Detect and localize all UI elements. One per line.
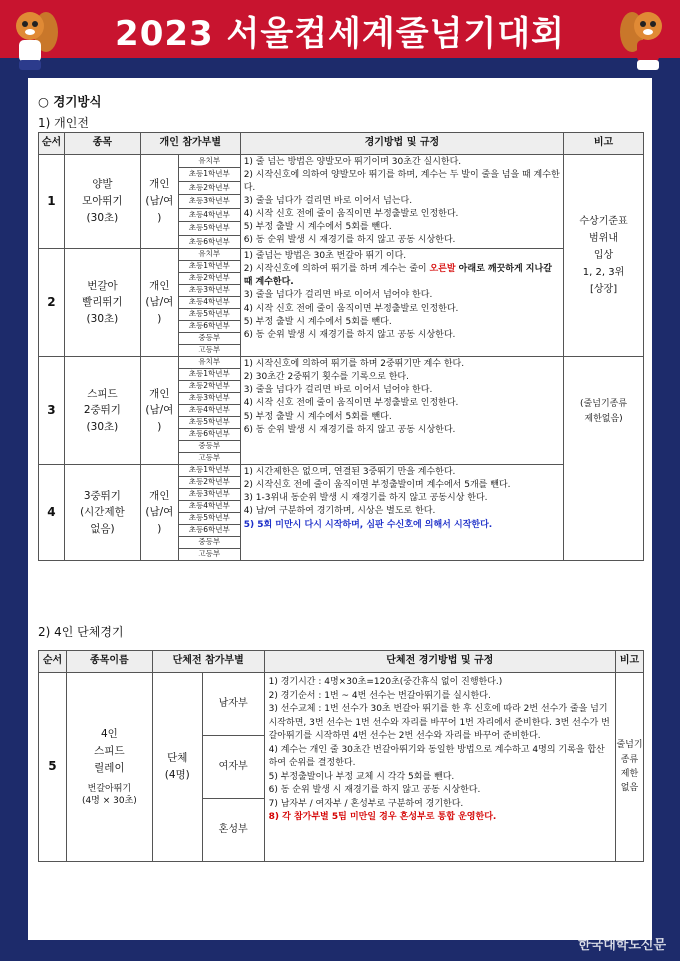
table-header-row <box>39 133 644 155</box>
category-cell: 고등부 <box>178 453 240 465</box>
category-cell: 유치부 <box>178 249 240 261</box>
section-heading <box>38 92 102 110</box>
category-cell: 초등4학년부 <box>178 501 240 513</box>
section-title: 경기방식 <box>53 94 102 109</box>
category-cell: 유치부 <box>178 155 240 168</box>
category-cell: 초등3학년부 <box>178 393 240 405</box>
header-cell: 경기방법 및 규정 <box>240 133 563 155</box>
event-gender: 개인 (남/여 ) <box>140 465 178 561</box>
header-navy-band <box>0 58 680 78</box>
event-gender: 개인 (남/여 ) <box>140 357 178 465</box>
event-name: 스피드 2중뛰기 (30초) <box>64 357 140 465</box>
event-number: 3 <box>39 357 65 465</box>
category-cell: 초등3학년부 <box>178 489 240 501</box>
category-cell: 초등1학년부 <box>178 261 240 273</box>
category-cell: 초등6학년부 <box>178 429 240 441</box>
category-cell: 초등5학년부 <box>178 513 240 525</box>
event-number: 2 <box>39 249 65 357</box>
header-cell: 순서 <box>39 651 67 673</box>
note-awards: 수상기준표 범위내 입상 1, 2, 3위 [상장] <box>564 155 644 357</box>
header-cell: 단체전 참가부별 <box>152 651 264 673</box>
highlight-restart-rule: 5) 5회 미만시 다시 시작하며, 심판 수신호에 의해서 시작한다. <box>243 519 493 530</box>
category-cell: 고등부 <box>178 549 240 561</box>
category-cell: 초등5학년부 <box>178 417 240 429</box>
category-cell: 초등2학년부 <box>178 477 240 489</box>
category-cell: 초등1학년부 <box>178 168 240 181</box>
page-title: 2023 서울컵세계줄넘기대회 <box>115 14 565 54</box>
event-name: 4인 스피드 릴레이 번갈아뛰기 (4명 × 30초) <box>66 673 152 862</box>
event-group: 단체 (4명) <box>152 673 202 862</box>
watermark: 한국대학도신문 <box>578 938 666 953</box>
note-rope-type: 줄넘기 종류 제한 없음 <box>615 673 643 862</box>
event-rules: 1) 줄넘는 방법은 30초 번갈아 뛰기 이다. 2) 시작신호에 의하여 뛰기를 하며 계수는 줄이 오른발 아래로 깨끗하게 지나갈 때 계수한다. 3) 줄을 넘다가 걸리면 바로 이어서 넘어야 한다. 4) 시작 신호 전에 줄이 움직이면 부정출발로 인정한다. 5) 부정 출발 시 계수에서 5회를 뺀다. 6) 동 순위 발생 시 재경기를 하지 않고 공동 시상한다. <box>240 249 563 357</box>
highlight-merge-rule: 8) 각 참가부별 5팀 미만일 경우 혼성부로 통합 운영한다. <box>268 812 497 822</box>
table-row <box>39 155 644 168</box>
event-rules: 1) 시작신호에 의하여 뛰기를 하며 2중뛰기만 계수 한다. 2) 30초간 2중뛰기 횟수를 기록으로 한다. 3) 줄을 넘다가 걸리면 바로 이어서 넘어야 한다. 4) 시작 신호 전에 줄이 움직이면 부정출발로 인정한다. 5) 부정 출발 시 계수에서 5회를 뺀다. 6) 동 순위 발생 시 재경기를 하지 않고 공동 시상한다. <box>240 357 563 465</box>
category-cell: 초등3학년부 <box>178 285 240 297</box>
header-cell: 종목 <box>64 133 140 155</box>
note-rope-type: (줄넘기종류 제한없음) <box>564 357 644 561</box>
category-cell: 초등2학년부 <box>178 381 240 393</box>
category-cell: 초등4학년부 <box>178 297 240 309</box>
category-cell: 초등1학년부 <box>178 369 240 381</box>
category-cell: 고등부 <box>178 345 240 357</box>
individual-events-table <box>38 132 644 561</box>
event-gender: 개인 (남/여 ) <box>140 249 178 357</box>
category-cell: 초등3학년부 <box>178 195 240 208</box>
event-rules: 1) 줄 넘는 방법은 양발모아 뛰기이며 30초간 실시한다. 2) 시작신호에 의하여 양발모아 뛰기를 하며, 계수는 두 발이 줄을 넘을 때 계수한다. 3) 줄을 넘다가 걸리면 바로 이어서 넘는다. 4) 시작 신호 전에 줄이 움직이면 부정출발로 인정한다. 5) 부정 출발 시 계수에서 5회를 뺀다. 6) 동 순위 발생 시 재경기를 하지 않고 공동 시상한다. <box>240 155 563 249</box>
part2-title: 2) 4인 단체경기 <box>38 625 124 639</box>
table-row <box>39 357 644 369</box>
category-cell: 초등2학년부 <box>178 181 240 194</box>
header-cell: 개인 참가부별 <box>140 133 240 155</box>
table-row <box>39 673 644 736</box>
category-cell: 혼성부 <box>202 799 264 862</box>
event-rules: 1) 시간제한은 없으며, 연결된 3중뛰기 만을 계수한다. 2) 시작신호 전에 줄이 움직이면 부정출발이며 계수에서 5개를 뺀다. 3) 1-3위내 동순위 발생 시 재경기를 하지 않고 공동시상 한다. 4) 남/여 구분하여 경기하며, 시상은 별도로 한다. 5) 5회 미만시 다시 시작하며, 심판 수신호에 의해서 시작한다. <box>240 465 563 561</box>
event-gender: 개인 (남/여 ) <box>140 155 178 249</box>
header-cell: 순서 <box>39 133 65 155</box>
category-cell: 중등부 <box>178 441 240 453</box>
table-row <box>39 249 644 261</box>
header-cell: 비고 <box>564 133 644 155</box>
category-cell: 초등6학년부 <box>178 525 240 537</box>
category-cell: 여자부 <box>202 736 264 799</box>
category-cell: 초등5학년부 <box>178 309 240 321</box>
category-cell: 초등1학년부 <box>178 465 240 477</box>
table-row <box>39 465 644 477</box>
header-banner <box>0 0 680 78</box>
event-name: 번갈아 빨리뛰기 (30초) <box>64 249 140 357</box>
category-cell: 중등부 <box>178 333 240 345</box>
event-name: 3중뛰기 (시간제한 없음) <box>64 465 140 561</box>
header-cell: 단체전 경기방법 및 규정 <box>264 651 615 673</box>
category-cell: 초등5학년부 <box>178 222 240 235</box>
team-events-table <box>38 650 644 862</box>
category-cell: 중등부 <box>178 537 240 549</box>
section-bullet: ○ <box>38 94 49 109</box>
category-cell: 유치부 <box>178 357 240 369</box>
header-cell: 비고 <box>615 651 643 673</box>
category-cell: 초등4학년부 <box>178 405 240 417</box>
category-cell: 초등2학년부 <box>178 273 240 285</box>
document-page <box>28 78 652 940</box>
table-header-row <box>39 651 644 673</box>
event-number: 4 <box>39 465 65 561</box>
highlight-right-foot: 오른발 <box>429 264 456 275</box>
event-name: 양발 모아뛰기 (30초) <box>64 155 140 249</box>
event-number: 1 <box>39 155 65 249</box>
event-rules: 1) 경기시간 : 4명×30초=120초(중간휴식 없이 진행한다.) 2) 경기순서 : 1번 ~ 4번 선수는 번갈아뛰기를 실시한다. 3) 선수교체 : 1번 선수가 30초 번갈아 뛰기를 한 후 신호에 따라 2번 선수가 줄을 넘기 시작하면, 3번 선수는 1번 선수와 자리를 바꾸어 1번 자리에서 준비한다. 3번 선수가 번갈아뛰기를 시작하면 4번 선수는 2번 선수와 자리를 바꾸어 준비한다. 4) 계수는 개인 줄 30초간 번갈아뛰기와 동일한 방법으로 계수하고 4명의 기록을 합산하여 순위를 결정한다. 5) 부정출발이나 부정 교체 시 각각 5회를 뺀다. 6) 동 순위 발생 시 재경기를 하지 않고 공동 시상한다. 7) 남자부 / 여자부 / 혼성부로 구분하여 경기한다. 8) 각 참가부별 5팀 미만일 경우 혼성부로 통합 운영한다. <box>264 673 615 862</box>
category-cell: 초등6학년부 <box>178 235 240 249</box>
category-cell: 남자부 <box>202 673 264 736</box>
part1-title: 1) 개인전 <box>38 116 89 130</box>
category-cell: 초등4학년부 <box>178 208 240 221</box>
header-cell: 종목이름 <box>66 651 152 673</box>
category-cell: 초등6학년부 <box>178 321 240 333</box>
event-number: 5 <box>39 673 67 862</box>
